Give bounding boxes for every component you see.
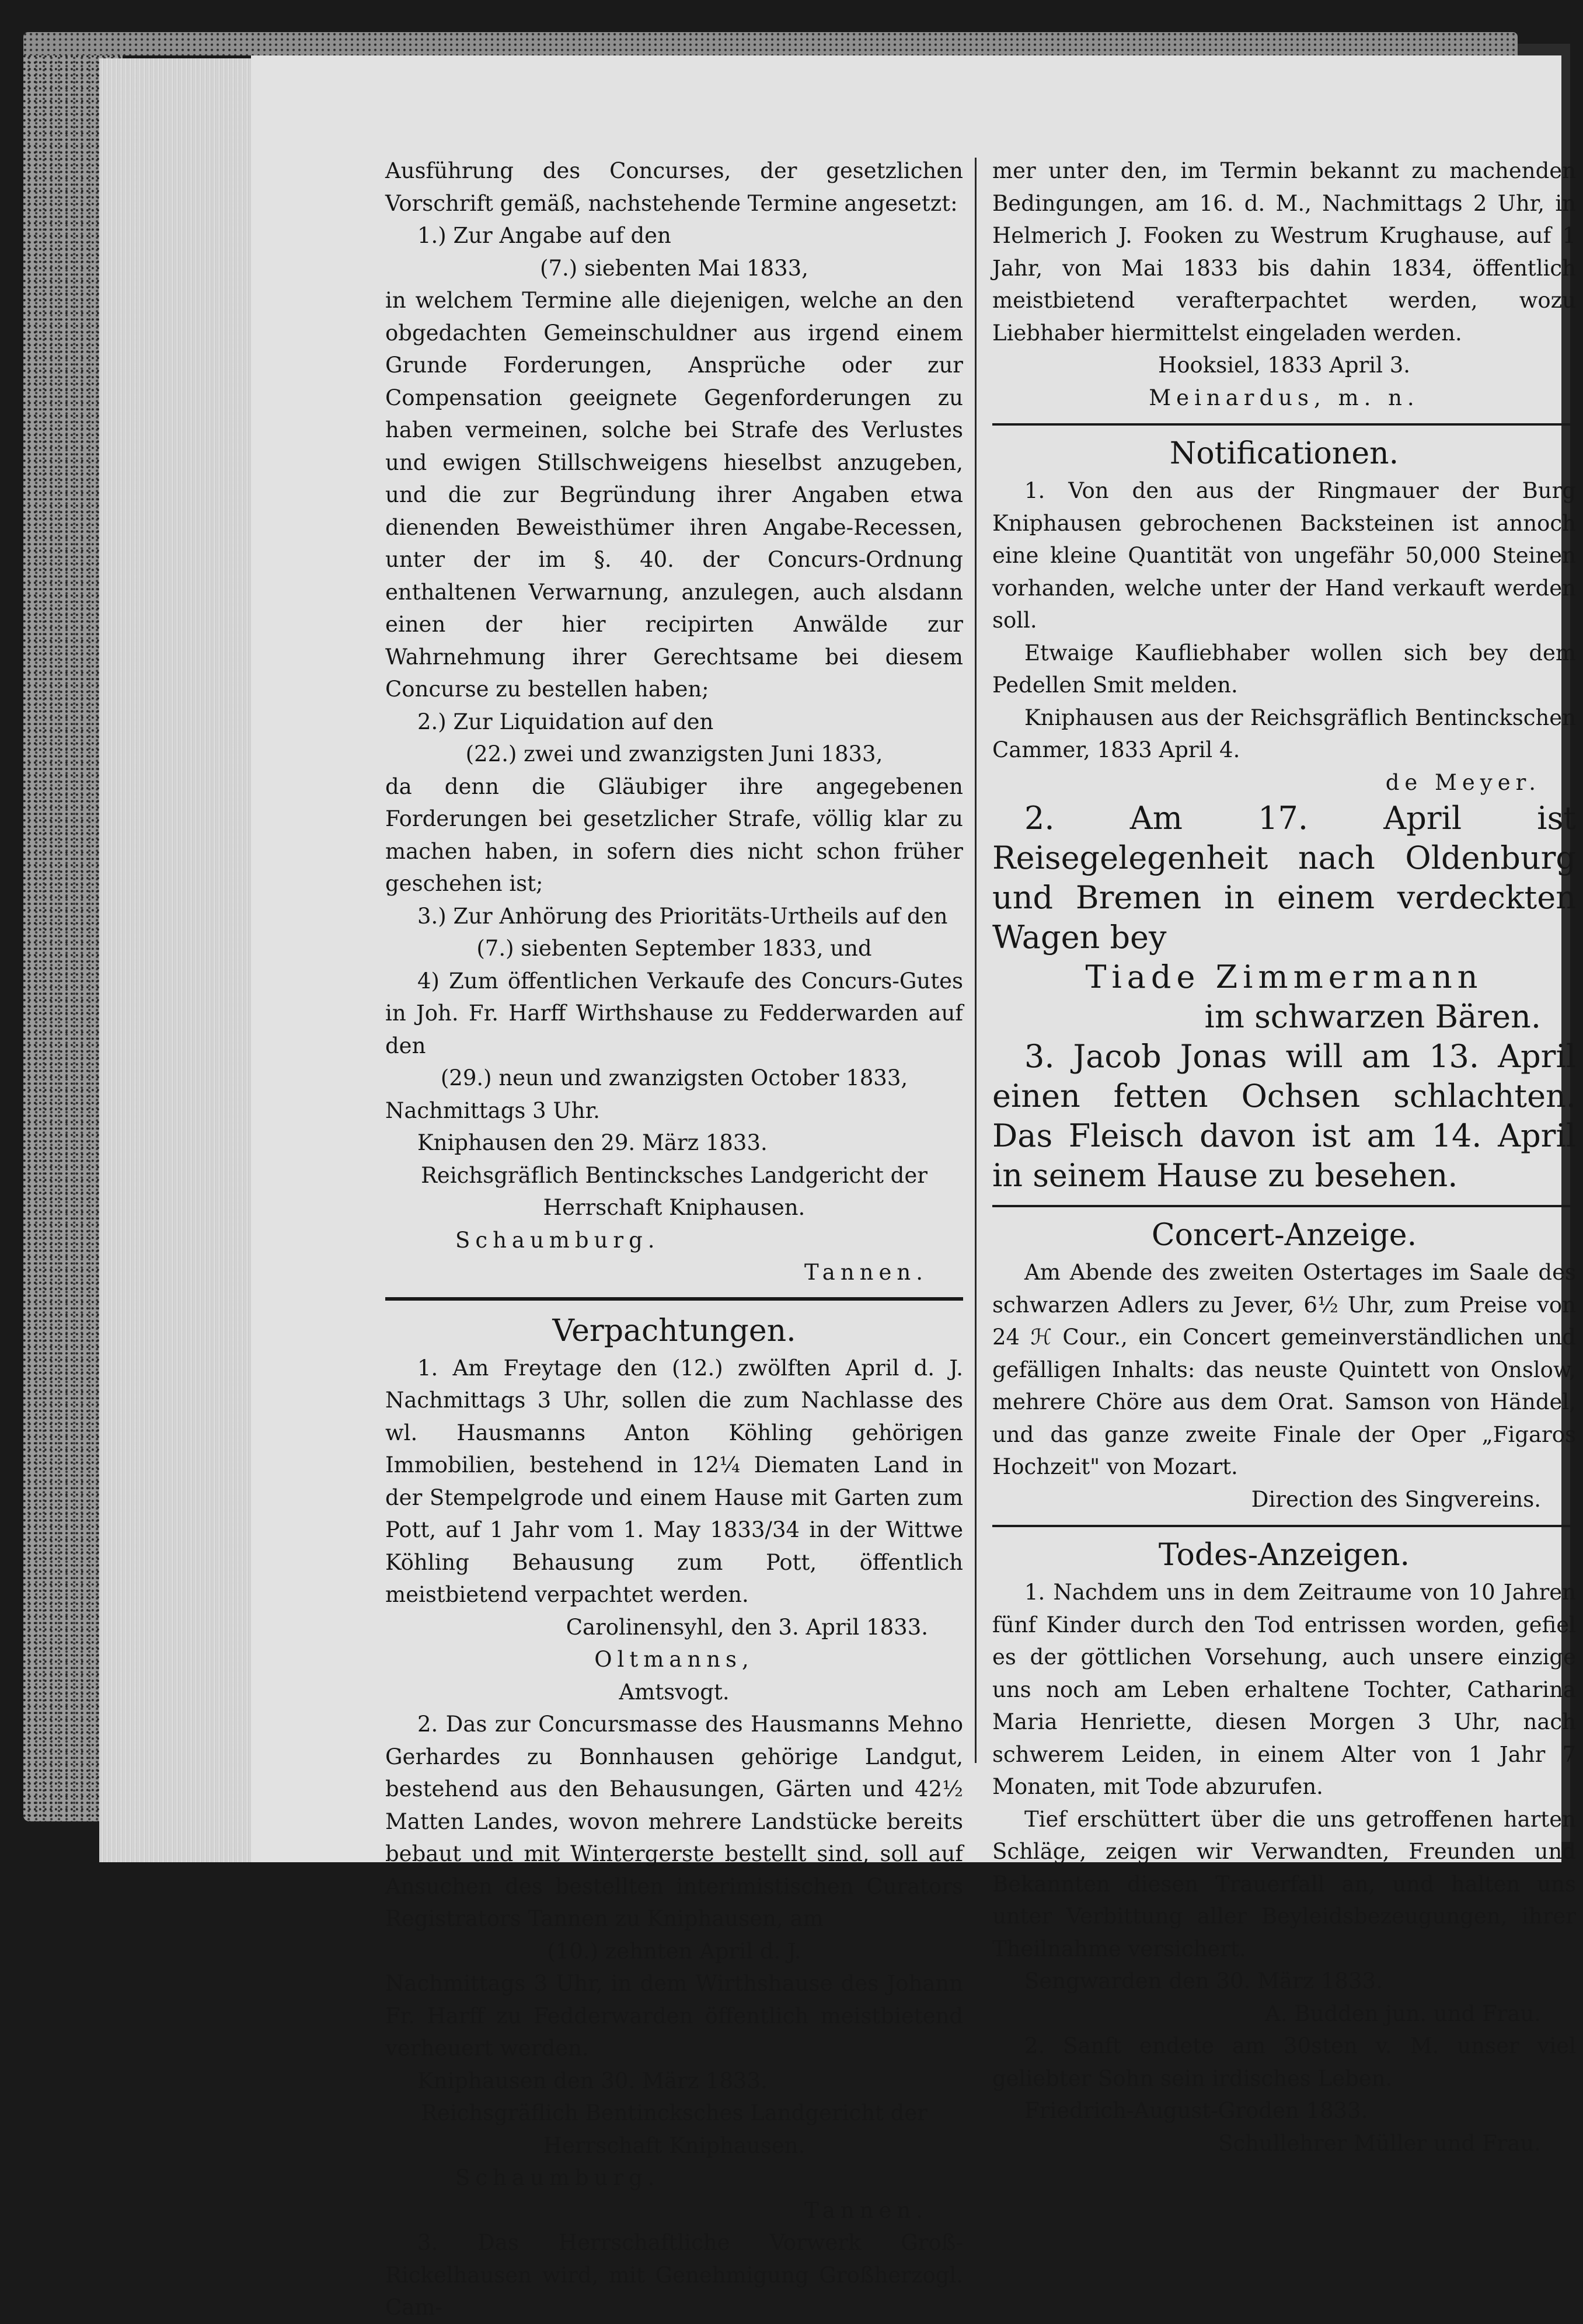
book-binding-top — [23, 32, 1518, 55]
concurs-sign-1: Schaumburg. — [455, 1227, 660, 1253]
verpachtung-2-date: (10.) zehnten April d. J. — [547, 1938, 801, 1964]
verpachtung-3: 3. Das Herrschaftliche Vorwerk Groß-Rickelhausen wird, mit Genehmigung Großherzogl. Cam- — [385, 2230, 963, 2320]
verpachtungen-heading: Verpachtungen. — [552, 1313, 796, 1349]
concurs-term-4-date: (29.) neun und zwanzigsten October 1833, — [440, 1065, 908, 1090]
verpachtung-2-sign-2: Tannen. — [804, 2197, 928, 2223]
concurs-term-1: 1.) Zur Angabe auf den — [417, 223, 671, 248]
concert-text: Am Abende des zweiten Ostertages im Saale des schwarzen Adlers zu Jever, 6½ Uhr, zum Preise von 24 ℋ Cour., ein Concert gemeinverständlichen und gefälligen Inhalts: das neuste Quintett von Onslow, mehrere Chöre aus dem Orat. Samson von Händel, und das ganze zweite Finale der Oper „Figaros Hochzeit" von Mozart. — [992, 1260, 1576, 1479]
verpachtung-3-place: Hooksiel, 1833 April 3. — [1157, 353, 1411, 378]
verpachtung-3-sign: Meinardus, m. n. — [1149, 385, 1420, 410]
notification-1b: Etwaige Kaufliebhaber wollen sich bey dem Pedellen Smit melden. — [992, 640, 1576, 698]
concurs-term-4: 4) Zum öffentlichen Verkaufe des Concurs-Gutes in Joh. Fr. Harff Wirthshause zu Fedderwarden auf den — [385, 968, 963, 1058]
verpachtung-1-title: Amtsvogt. — [619, 1679, 730, 1705]
concurs-intro: Ausführung des Concurses, der gesetzlichen Vorschrift gemäß, nachstehende Termine angesetzt: — [385, 158, 963, 216]
notificationen-heading: Notificationen. — [1169, 436, 1399, 471]
concurs-term-1-text: in welchem Termine alle diejenigen, welche an den obgedachten Gemeinschuldner aus irgend einem Grunde Forderungen, Ansprüche oder zur Compensation geeignete Gegenforderungen zu haben vermeinen, solche bei Strafe des Verlustes und ewigen Stillschweigens hieselbst anzugeben, und die zur Begründung ihrer Angaben etwa dienenden Beweisthümer ihren Angabe-Recessen, unter der im §. 40. der Concurs-Ordnung enthaltenen Verwarnung, anzulegen, auch alsdann einen der hier recipirten Anwälde zur Wahrnehmung ihrer Gerechtsame bei diesem Concurse zu bestellen haben; — [385, 288, 963, 702]
verpachtung-1-place: Carolinensyhl, den 3. April 1833. — [566, 1614, 928, 1640]
verpachtung-2: 2. Das zur Concursmasse des Hausmanns Mehno Gerhardes zu Bonnhausen gehörige Landgut, bestehend aus den Behausungen, Gärten und 42½ Matten Landes, wovon mehrere Landstücke bereits bebaut und mit Wintergerste bestellt sind, soll auf Ansuchen des bestellten interimistischen Curators Registrators Tannen zu Kniphausen, am — [385, 1712, 963, 1931]
newspaper-page — [251, 55, 1576, 2320]
concert-sign: Direction des Singvereins. — [1251, 1486, 1541, 1512]
right-column — [992, 155, 1576, 2159]
concurs-term-3: 3.) Zur Anhörung des Prioritäts-Urtheils auf den — [417, 903, 948, 929]
concurs-place: Kniphausen den 29. März 1833. — [417, 1130, 768, 1155]
verpachtung-2-sign-1: Schaumburg. — [455, 2165, 660, 2190]
verpachtung-2-cont: Nachmittags 3 Uhr, in dem Wirthshause des Johann Fr. Harff zu Fedderwarden öffentlich meistbietend verheuert werden. — [385, 1971, 963, 2061]
todes-1-sign: A. Budden jun. und Frau. — [1265, 2001, 1541, 2026]
notification-3: 3. Jacob Jonas will am 13. April einen fetten Ochsen schlachten. Das Fleisch davon ist am 14. April in seinem Hause zu besehen. — [992, 1038, 1576, 1194]
concurs-term-3-date: (7.) siebenten September 1833, und — [476, 936, 872, 961]
page-edges — [99, 58, 251, 1862]
verpachtung-2-court: Reichsgräflich Bentincksches Landgericht der Herrschaft Kniphausen. — [421, 2100, 928, 2158]
notification-1-place: Kniphausen aus der Reichsgräflich Bentinckschen Cammer, 1833 April 4. — [992, 705, 1576, 762]
notification-2-name: Tiade Zimmermann — [1085, 959, 1483, 995]
notification-1: 1. Von den aus der Ringmauer der Burg Kniphausen gebrochenen Backsteinen ist annoch eine kleine Quantität von ungefähr 50,000 Steinen vorhanden, welche unter der Hand verkauft werden soll. — [992, 478, 1576, 633]
concurs-term-2: 2.) Zur Liquidation auf den — [417, 709, 714, 734]
verpachtung-1-name: Oltmanns, — [594, 1647, 754, 1672]
todes-1: 1. Nachdem uns in dem Zeitraume von 10 Jahren fünf Kinder durch den Tod entrissen worden, gefiel es der göttlichen Vorsehung, auch unsere einzige uns noch am Leben erhaltene Tochter, Catharina Maria Henriette, diesen Morgen 3 Uhr, nach schwerem Leiden, in einem Alter von 1 Jahr 7 Monaten, mit Tode abzurufen. — [992, 1580, 1576, 1799]
concurs-sign-2: Tannen. — [804, 1260, 928, 1285]
section-divider — [992, 1525, 1576, 1527]
verpachtung-2-place: Kniphausen den 30. März 1833. — [417, 2068, 768, 2093]
todes-2-place: Friedrich-August-Groden 1833. — [1024, 2098, 1368, 2123]
todes-2-sign: Schullehrer Müller und Frau. — [1218, 2130, 1541, 2156]
column-rule — [975, 158, 977, 1763]
concurs-term-1-date: (7.) siebenten Mai 1833, — [540, 255, 808, 281]
notification-2: 2. Am 17. April ist Reisegelegenheit nach Oldenburg und Bremen in einem verdeckten Wagen bey — [992, 800, 1576, 956]
notification-2-place: im schwarzen Bären. — [1204, 998, 1541, 1035]
section-divider — [385, 1297, 963, 1301]
todes-2: 2. Sanft endete am 30sten v. M. unser viel geliebter Sohn sein irdisches Leben. — [992, 2033, 1576, 2091]
left-column — [385, 155, 963, 2324]
concurs-time: Nachmittags 3 Uhr. — [385, 1097, 600, 1123]
concurs-court: Reichsgräflich Bentincksches Landgericht der Herrschaft Kniphausen. — [421, 1162, 928, 1220]
todes-heading: Todes-Anzeigen. — [1158, 1538, 1410, 1573]
verpachtung-1: 1. Am Freytage den (12.) zwölften April d. J. Nachmittags 3 Uhr, sollen die zum Nachlasse des wl. Hausmanns Anton Köhling gehörigen Immobilien, bestehend in 12¼ Diematen Land in der Stempelgrode und einem Hause mit Garten zum Pott, auf 1 Jahr vom 1. May 1833/34 in der Wittwe Köhling Behausung zum Pott, öffentlich meistbietend verpachtet werden. — [385, 1355, 963, 1607]
concert-heading: Concert-Anzeige. — [1151, 1218, 1417, 1253]
notification-1-sign: de Meyer. — [1385, 769, 1541, 795]
verpachtung-3-cont: mer unter den, im Termin bekannt zu machenden Bedingungen, am 16. d. M., Nachmittags 2 Uhr, in Helmerich J. Fooken zu Westrum Krughause, auf 1 Jahr, von Mai 1833 bis dahin 1834, öffentlich meistbietend verafterpachtet werden, wozu Liebhaber hiermittelst eingeladen werden. — [992, 158, 1576, 346]
section-divider — [992, 423, 1576, 426]
todes-1b: Tief erschüttert über die uns getroffenen harten Schläge, zeigen wir Verwandten, Freunden und Bekannten diesen Trauerfall an, und halten uns unter Verbittung aller Beyleidsbezeugungen, ihrer Theilnahme versichert. — [992, 1806, 1576, 1961]
todes-1-place: Sengwarden den 30. März 1833. — [1024, 1968, 1383, 1994]
section-divider — [992, 1205, 1576, 1207]
concurs-term-2-date: (22.) zwei und zwanzigsten Juni 1833, — [465, 741, 883, 766]
concurs-term-2-text: da denn die Gläubiger ihre angegebenen Forderungen bei gesetzlicher Strafe, völlig klar zu machen haben, in sofern dies nicht schon früher geschehen ist; — [385, 773, 963, 896]
